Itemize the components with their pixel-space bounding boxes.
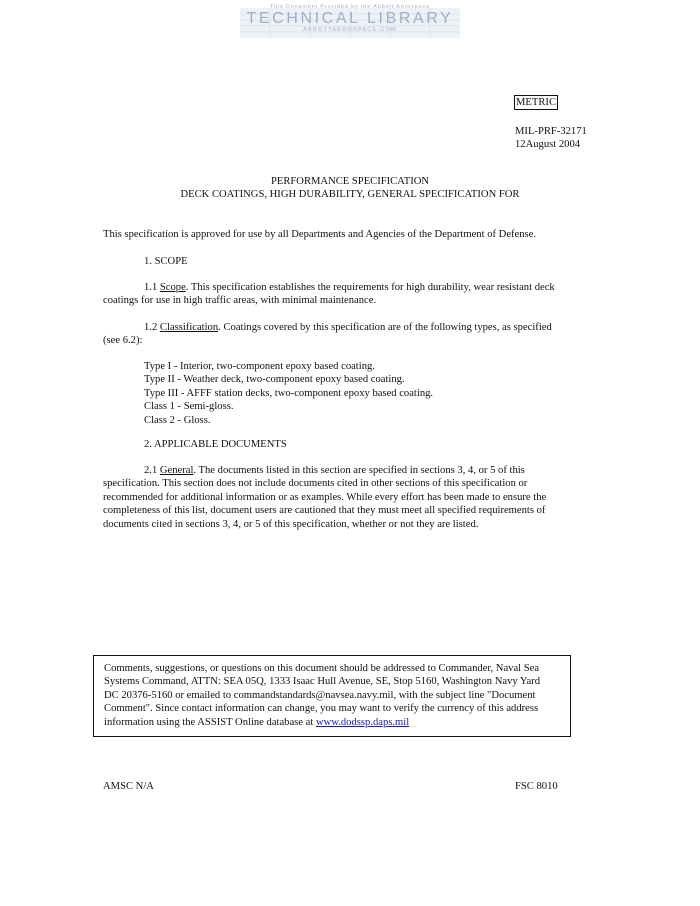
paragraph-1-2-line-2: (see 6.2): — [103, 335, 143, 347]
document-number: MIL-PRF-32171 — [515, 126, 587, 137]
comments-line: Comments, suggestions, or questions on this document should be addressed to Commander, Naval Sea — [104, 663, 540, 674]
scope-term: Scope — [159, 282, 186, 293]
section-2-heading: 2. APPLICABLE DOCUMENTS — [144, 439, 287, 450]
paragraph-number: 1.2 — [144, 322, 160, 333]
classification-term: Classification — [159, 322, 219, 333]
fsc-code: FSC 8010 — [515, 781, 558, 792]
document-date: 12August 2004 — [515, 139, 581, 151]
list-item: Type II - Weather deck, two-component epoxy based coating. — [144, 374, 405, 386]
watermark-url: ABBOTTAEROSPACE.COM — [303, 27, 397, 33]
amsc-code: AMSC N/A — [103, 781, 154, 792]
section-1-heading: 1. SCOPE — [144, 256, 188, 267]
watermark-provider: This Document Provided by the Abbott Aerospace — [269, 4, 431, 10]
paragraph-line: completeness of this list, document users are cautioned that they must meet all specified requirements of — [103, 505, 546, 517]
comments-box — [93, 655, 571, 737]
comments-line: Comment". Since contact information can change, you may want to verify the currency of this address — [104, 703, 539, 715]
paragraph-number: 1.1 — [144, 282, 160, 293]
type-list — [144, 360, 433, 427]
paragraph-line: recommended for additional information or as examples. While every effort has been made to ensure the — [103, 491, 547, 503]
comments-line: Systems Command, ATTN: SEA 05Q, 1333 Isaac Hull Avenue, SE, Stop 5160, Washington Navy Yard — [104, 676, 541, 688]
metric-label: METRIC — [516, 97, 557, 108]
list-item: Class 1 - Semi-gloss. — [144, 401, 234, 413]
list-item: Type I - Interior, two-component epoxy based coating. — [144, 361, 375, 372]
paragraph-2-1 — [103, 464, 563, 531]
watermark — [230, 2, 470, 44]
list-item: Type III - AFFF station decks, two-component epoxy based coating. — [144, 387, 434, 399]
paragraph-2-1-line-1 — [103, 464, 563, 477]
paragraph-line: documents cited in sections 3, 4, or 5 of this specification, whether or not they are listed. — [103, 518, 479, 530]
paragraph-line: specification. This section does not include documents cited in other sections of this specification or — [103, 478, 528, 490]
paragraph-1-1-line-1 — [103, 281, 563, 294]
paragraph-number: 2.1 — [144, 465, 160, 476]
paragraph-1-1-line-2: coatings for use in high traffic areas, with minimal maintenance. — [103, 295, 377, 307]
comments-line — [104, 716, 570, 729]
comments-text: information using the ASSIST Online database at — [104, 716, 316, 728]
spec-subject-title: DECK COATINGS, HIGH DURABILITY, GENERAL SPECIFICATION FOR — [180, 189, 520, 200]
general-term: General — [159, 465, 194, 476]
document-id — [515, 125, 587, 152]
paragraph-text: . This specification establishes the requirements for high durability, wear resistant deck — [185, 282, 555, 293]
paragraph-text: . Coatings covered by this specification are of the following types, as specified — [218, 322, 552, 333]
assist-database-link[interactable]: www.dodssp.daps.mil — [315, 716, 410, 728]
paragraph-1-2 — [103, 321, 563, 348]
paragraph-1-1 — [103, 281, 563, 308]
paragraph-text: . The documents listed in this section are specified in sections 3, 4, or 5 of this — [193, 465, 525, 476]
watermark-title: TECHNICAL LIBRARY — [246, 10, 454, 27]
approval-statement: This specification is approved for use by all Departments and Agencies of the Department of Defense. — [103, 229, 537, 240]
spec-type-title: PERFORMANCE SPECIFICATION — [270, 176, 430, 187]
comments-line: DC 20376-5160 or emailed to commandstandards@navsea.navy.mil, with the subject line "Document — [104, 689, 536, 701]
paragraph-1-2-line-1 — [103, 321, 563, 334]
list-item: Class 2 - Gloss. — [144, 414, 211, 426]
